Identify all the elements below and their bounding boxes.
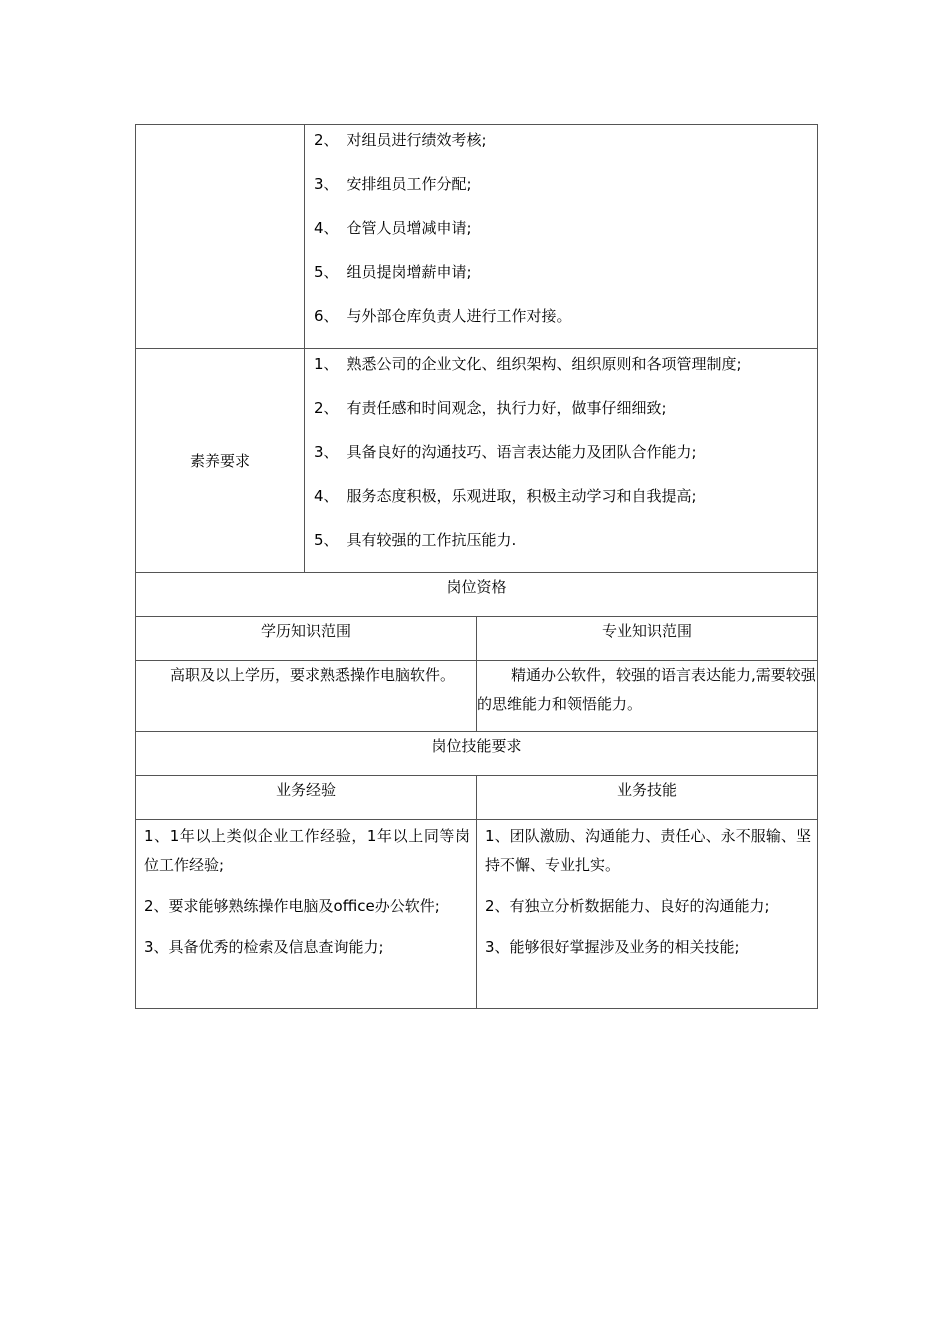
list-item: 1、 熟悉公司的企业文化、组织架构、组织原则和各项管理制度;	[314, 355, 742, 373]
list-item: 5、 组员提岗增薪申请;	[314, 263, 472, 281]
skill-header: 业务技能	[477, 776, 818, 820]
list-item: 4、 服务态度积极，乐观进取，积极主动学习和自我提高;	[314, 487, 697, 505]
list-item: 1、1年以上类似企业工作经验，1年以上同等岗位工作经验;	[144, 827, 470, 874]
duties-list	[305, 125, 818, 349]
experience-list	[136, 820, 477, 1009]
list-item: 6、 与外部仓库负责人进行工作对接。	[314, 307, 572, 325]
professional-text: 精通办公软件，较强的语言表达能力,需要较强的思维能力和领悟能力。	[477, 661, 818, 732]
qualification-heading: 岗位资格	[136, 573, 818, 617]
skills-content-row	[136, 820, 818, 1009]
duties-row	[136, 125, 818, 349]
qualification-content-row	[136, 661, 818, 732]
duties-label-cell	[136, 125, 305, 349]
job-description-table	[135, 124, 818, 1009]
list-item: 2、要求能够熟练操作电脑及office办公软件;	[144, 897, 440, 915]
list-item: 3、 具备良好的沟通技巧、语言表达能力及团队合作能力;	[314, 443, 697, 461]
professional-header: 专业知识范围	[477, 617, 818, 661]
list-item: 5、 具有较强的工作抗压能力.	[314, 531, 517, 549]
list-item: 2、 对组员进行绩效考核;	[314, 131, 487, 149]
skills-heading-row	[136, 732, 818, 776]
qualities-list	[305, 349, 818, 573]
list-item: 1、团队激励、沟通能力、责任心、永不服输、坚持不懈、专业扎实。	[485, 827, 811, 874]
list-item: 4、 仓管人员增减申请;	[314, 219, 472, 237]
qualification-subheader-row	[136, 617, 818, 661]
list-item: 3、具备优秀的检索及信息查询能力;	[144, 938, 384, 956]
skills-heading: 岗位技能要求	[136, 732, 818, 776]
education-header: 学历知识范围	[136, 617, 477, 661]
qualities-row	[136, 349, 818, 573]
education-text: 高职及以上学历，要求熟悉操作电脑软件。	[136, 661, 477, 732]
skill-list	[477, 820, 818, 1009]
list-item: 2、有独立分析数据能力、良好的沟通能力;	[485, 897, 770, 915]
list-item: 3、 安排组员工作分配;	[314, 175, 472, 193]
qualities-label: 素养要求	[136, 349, 305, 573]
list-item: 2、 有责任感和时间观念，执行力好，做事仔细细致;	[314, 399, 667, 417]
experience-header: 业务经验	[136, 776, 477, 820]
skills-subheader-row	[136, 776, 818, 820]
qualification-heading-row	[136, 573, 818, 617]
list-item: 3、能够很好掌握涉及业务的相关技能;	[485, 938, 740, 956]
